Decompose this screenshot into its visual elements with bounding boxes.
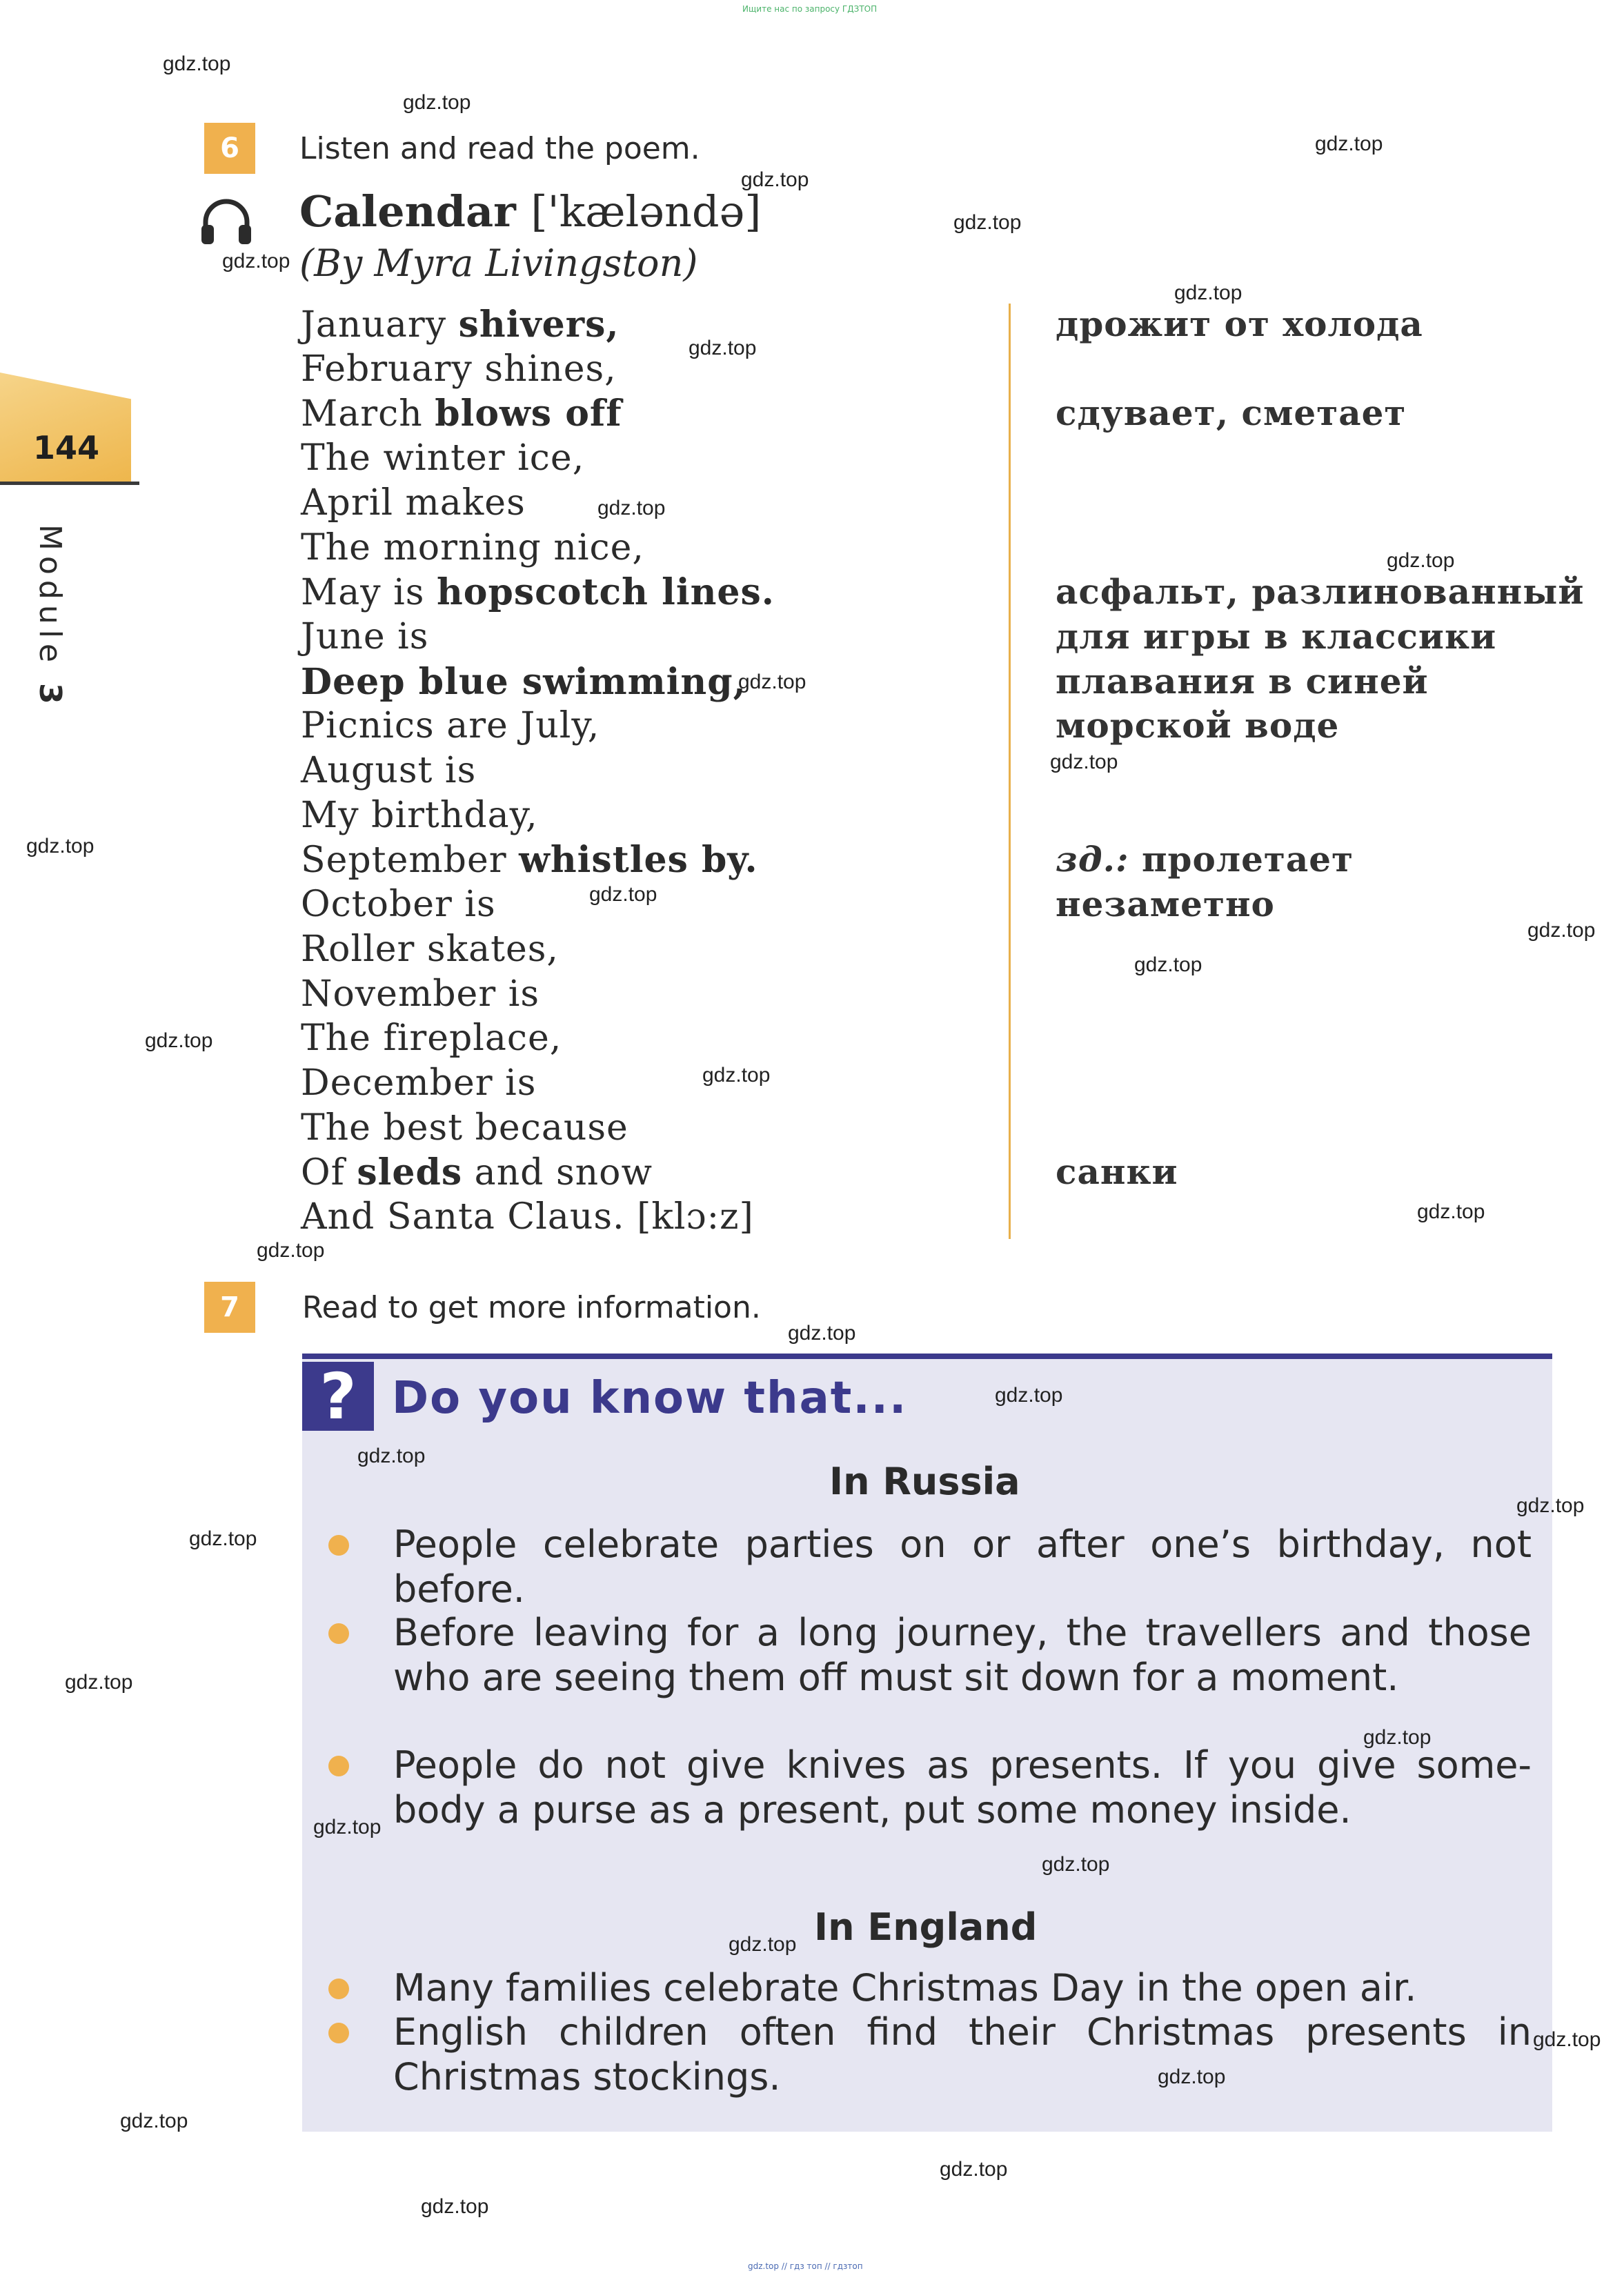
poem-line xyxy=(301,929,559,970)
task-7-number: 7 xyxy=(204,1282,255,1333)
watermark: gdz.top xyxy=(738,671,806,693)
watermark: gdz.top xyxy=(1315,132,1383,155)
watermark: gdz.top xyxy=(65,1671,133,1694)
gloss-line xyxy=(1056,884,1275,924)
gloss-text: асфальт, разлинованный xyxy=(1056,571,1585,613)
gloss-prefix: зд.: xyxy=(1056,839,1129,880)
poem-line-text: April makes xyxy=(301,482,526,524)
side-tab-shape xyxy=(0,373,131,483)
watermark: gdz.top xyxy=(313,1816,382,1838)
poem-line xyxy=(301,750,476,791)
poem-line-key-word: sleds xyxy=(357,1151,463,1194)
watermark: gdz.top xyxy=(1158,2065,1226,2088)
watermark: gdz.top xyxy=(940,2158,1008,2181)
bullet-icon xyxy=(328,1756,349,1776)
poem-title xyxy=(299,186,762,237)
gloss-text: плавания в синей xyxy=(1056,660,1429,702)
gloss-text: незаметно xyxy=(1056,884,1275,925)
watermark: gdz.top xyxy=(1417,1200,1485,1223)
fact-russia-2: Before leaving for a long journey, the travellers and those who are seeing them off must sit down for a moment. xyxy=(393,1611,1532,1699)
watermark: gdz.top xyxy=(589,883,657,906)
poem-line-text: Of xyxy=(301,1152,357,1194)
watermark: gdz.top xyxy=(26,835,95,858)
gloss-divider xyxy=(1009,304,1011,1239)
watermark: gdz.top xyxy=(1363,1726,1432,1749)
gloss-text: сдувает, сметает xyxy=(1056,393,1407,434)
poem-line-key-word: Deep blue swimming, xyxy=(301,660,746,703)
watermark: gdz.top xyxy=(953,211,1022,234)
watermark: gdz.top xyxy=(145,1029,213,1052)
info-box-top-line xyxy=(302,1354,1552,1359)
poem-line-text: February shines, xyxy=(301,348,617,390)
watermark: gdz.top xyxy=(1533,2028,1601,2051)
watermark: gdz.top xyxy=(1042,1853,1110,1876)
poem-line-key-word: whistles by. xyxy=(519,839,758,882)
fact-russia-1: People celebrate parties on or after one’s birthday, not before. xyxy=(393,1523,1532,1611)
bottom-note: gdz.top // гдз топ // гдзтоп xyxy=(748,2261,863,2271)
poem-title-text: Calendar xyxy=(299,186,516,237)
poem-line-text: The fireplace, xyxy=(301,1018,562,1060)
watermark: gdz.top xyxy=(788,1322,856,1345)
watermark: gdz.top xyxy=(403,91,471,114)
poem-line xyxy=(301,973,539,1015)
poem-line-text: The morning nice, xyxy=(301,526,644,568)
bullet-icon xyxy=(328,1623,349,1644)
watermark: gdz.top xyxy=(597,497,666,519)
poem-line xyxy=(301,527,644,568)
bullet-icon xyxy=(328,1979,349,1999)
gloss-text: дрожит от холода xyxy=(1056,304,1423,344)
module-label-text: Module xyxy=(32,524,68,668)
watermark: gdz.top xyxy=(1387,549,1455,572)
watermark: gdz.top xyxy=(702,1064,771,1087)
poem-line xyxy=(301,616,428,657)
top-note: Ищите нас по запросу ГДЗТОП xyxy=(742,4,878,14)
poem-line xyxy=(301,1107,628,1149)
watermark: gdz.top xyxy=(741,168,809,191)
poem-line xyxy=(301,884,496,925)
watermark: gdz.top xyxy=(421,2195,489,2218)
poem-line xyxy=(301,348,617,390)
gloss-text: пролетает xyxy=(1129,839,1354,880)
poem-line xyxy=(301,661,746,703)
watermark: gdz.top xyxy=(1134,953,1202,976)
gloss-line xyxy=(1056,571,1584,612)
poem-title-transcription: ['kæləndə] xyxy=(531,186,762,237)
page-number: 144 xyxy=(33,429,100,466)
poem-line-text: January xyxy=(301,304,459,346)
gloss-line xyxy=(1056,661,1429,702)
poem-line xyxy=(301,1151,653,1193)
poem-line-key-word: hopscotch lines. xyxy=(437,571,775,614)
poem-line-text: The winter ice, xyxy=(301,437,585,479)
poem-line xyxy=(301,795,538,836)
poem-line xyxy=(301,1018,562,1059)
module-label xyxy=(26,524,68,710)
poem-line-text: December is xyxy=(301,1062,537,1104)
poem-line xyxy=(301,393,622,435)
poem-line xyxy=(301,482,526,524)
question-mark-icon: ? xyxy=(302,1362,374,1431)
task-6-number: 6 xyxy=(204,123,255,174)
gloss-line xyxy=(1056,304,1423,344)
poem-line-text: October is xyxy=(301,884,496,926)
task-6-instruction: Listen and read the poem. xyxy=(299,131,700,166)
poem-line-text: Roller skates, xyxy=(301,928,559,970)
section-heading-england: In England xyxy=(814,1905,1038,1949)
module-number: 3 xyxy=(32,683,68,710)
watermark: gdz.top xyxy=(1516,1494,1585,1517)
section-heading-russia: In Russia xyxy=(829,1460,1020,1503)
watermark: gdz.top xyxy=(257,1239,325,1262)
poem-line-text-after: and snow xyxy=(462,1152,653,1194)
poem-line-key-word: shivers, xyxy=(458,304,620,346)
gloss-line xyxy=(1056,839,1354,880)
watermark: gdz.top xyxy=(1174,281,1242,304)
watermark: gdz.top xyxy=(1050,751,1118,773)
watermark: gdz.top xyxy=(729,1933,797,1956)
page-number-rule xyxy=(0,482,139,485)
poem-line xyxy=(301,571,775,613)
gloss-text: морской воде xyxy=(1056,705,1340,746)
poem-line-key-word: blows off xyxy=(435,393,622,435)
fact-england-1: Many families celebrate Christmas Day in the open air. xyxy=(393,1966,1417,2010)
gloss-line xyxy=(1056,616,1496,657)
poem-line-text: And Santa Claus. xyxy=(301,1196,637,1238)
watermark: gdz.top xyxy=(189,1527,257,1550)
poem-line-text: May is xyxy=(301,572,437,614)
watermark: gdz.top xyxy=(120,2110,188,2132)
gloss-line xyxy=(1056,393,1406,433)
poem-line xyxy=(301,304,620,346)
poem-line xyxy=(301,1196,754,1238)
poem-line-text: Picnics are July, xyxy=(301,705,600,747)
poem-line-text: November is xyxy=(301,973,540,1015)
watermark: gdz.top xyxy=(1527,919,1596,942)
watermark: gdz.top xyxy=(163,52,231,75)
gloss-line xyxy=(1056,705,1339,746)
watermark: gdz.top xyxy=(995,1384,1063,1407)
info-box-title: Do you know that... xyxy=(392,1373,908,1424)
fact-russia-3: People do not give knives as presents. If you give some-body a purse as a present, put some money inside. xyxy=(393,1743,1532,1832)
poem-line xyxy=(301,705,600,746)
headphones-icon xyxy=(199,195,254,250)
watermark: gdz.top xyxy=(222,250,290,272)
watermark: gdz.top xyxy=(357,1445,426,1467)
gloss-text: для игры в классики xyxy=(1056,615,1497,657)
gloss-line xyxy=(1056,1151,1178,1192)
task-7-instruction: Read to get more information. xyxy=(302,1290,761,1325)
poem-line xyxy=(301,1062,536,1104)
watermark: gdz.top xyxy=(689,337,757,359)
bullet-icon xyxy=(328,1535,349,1556)
fact-england-2: English children often find their Christmas presents in Christmas stockings. xyxy=(393,2010,1532,2099)
poem-line-text-after: [klɔ:z] xyxy=(637,1196,754,1238)
poem-line-text: September xyxy=(301,840,519,882)
gloss-text: санки xyxy=(1056,1151,1178,1193)
poem-line-text: August is xyxy=(301,750,477,791)
poem-line xyxy=(301,437,584,479)
bullet-icon xyxy=(328,2023,349,2043)
poem-line-text: The best because xyxy=(301,1107,628,1149)
poem-line-text: My birthday, xyxy=(301,794,538,836)
poem-line xyxy=(301,839,758,881)
poem-line-text: June is xyxy=(301,615,429,657)
poem-line-text: March xyxy=(301,393,435,435)
poem-author: (By Myra Livingston) xyxy=(299,241,698,285)
